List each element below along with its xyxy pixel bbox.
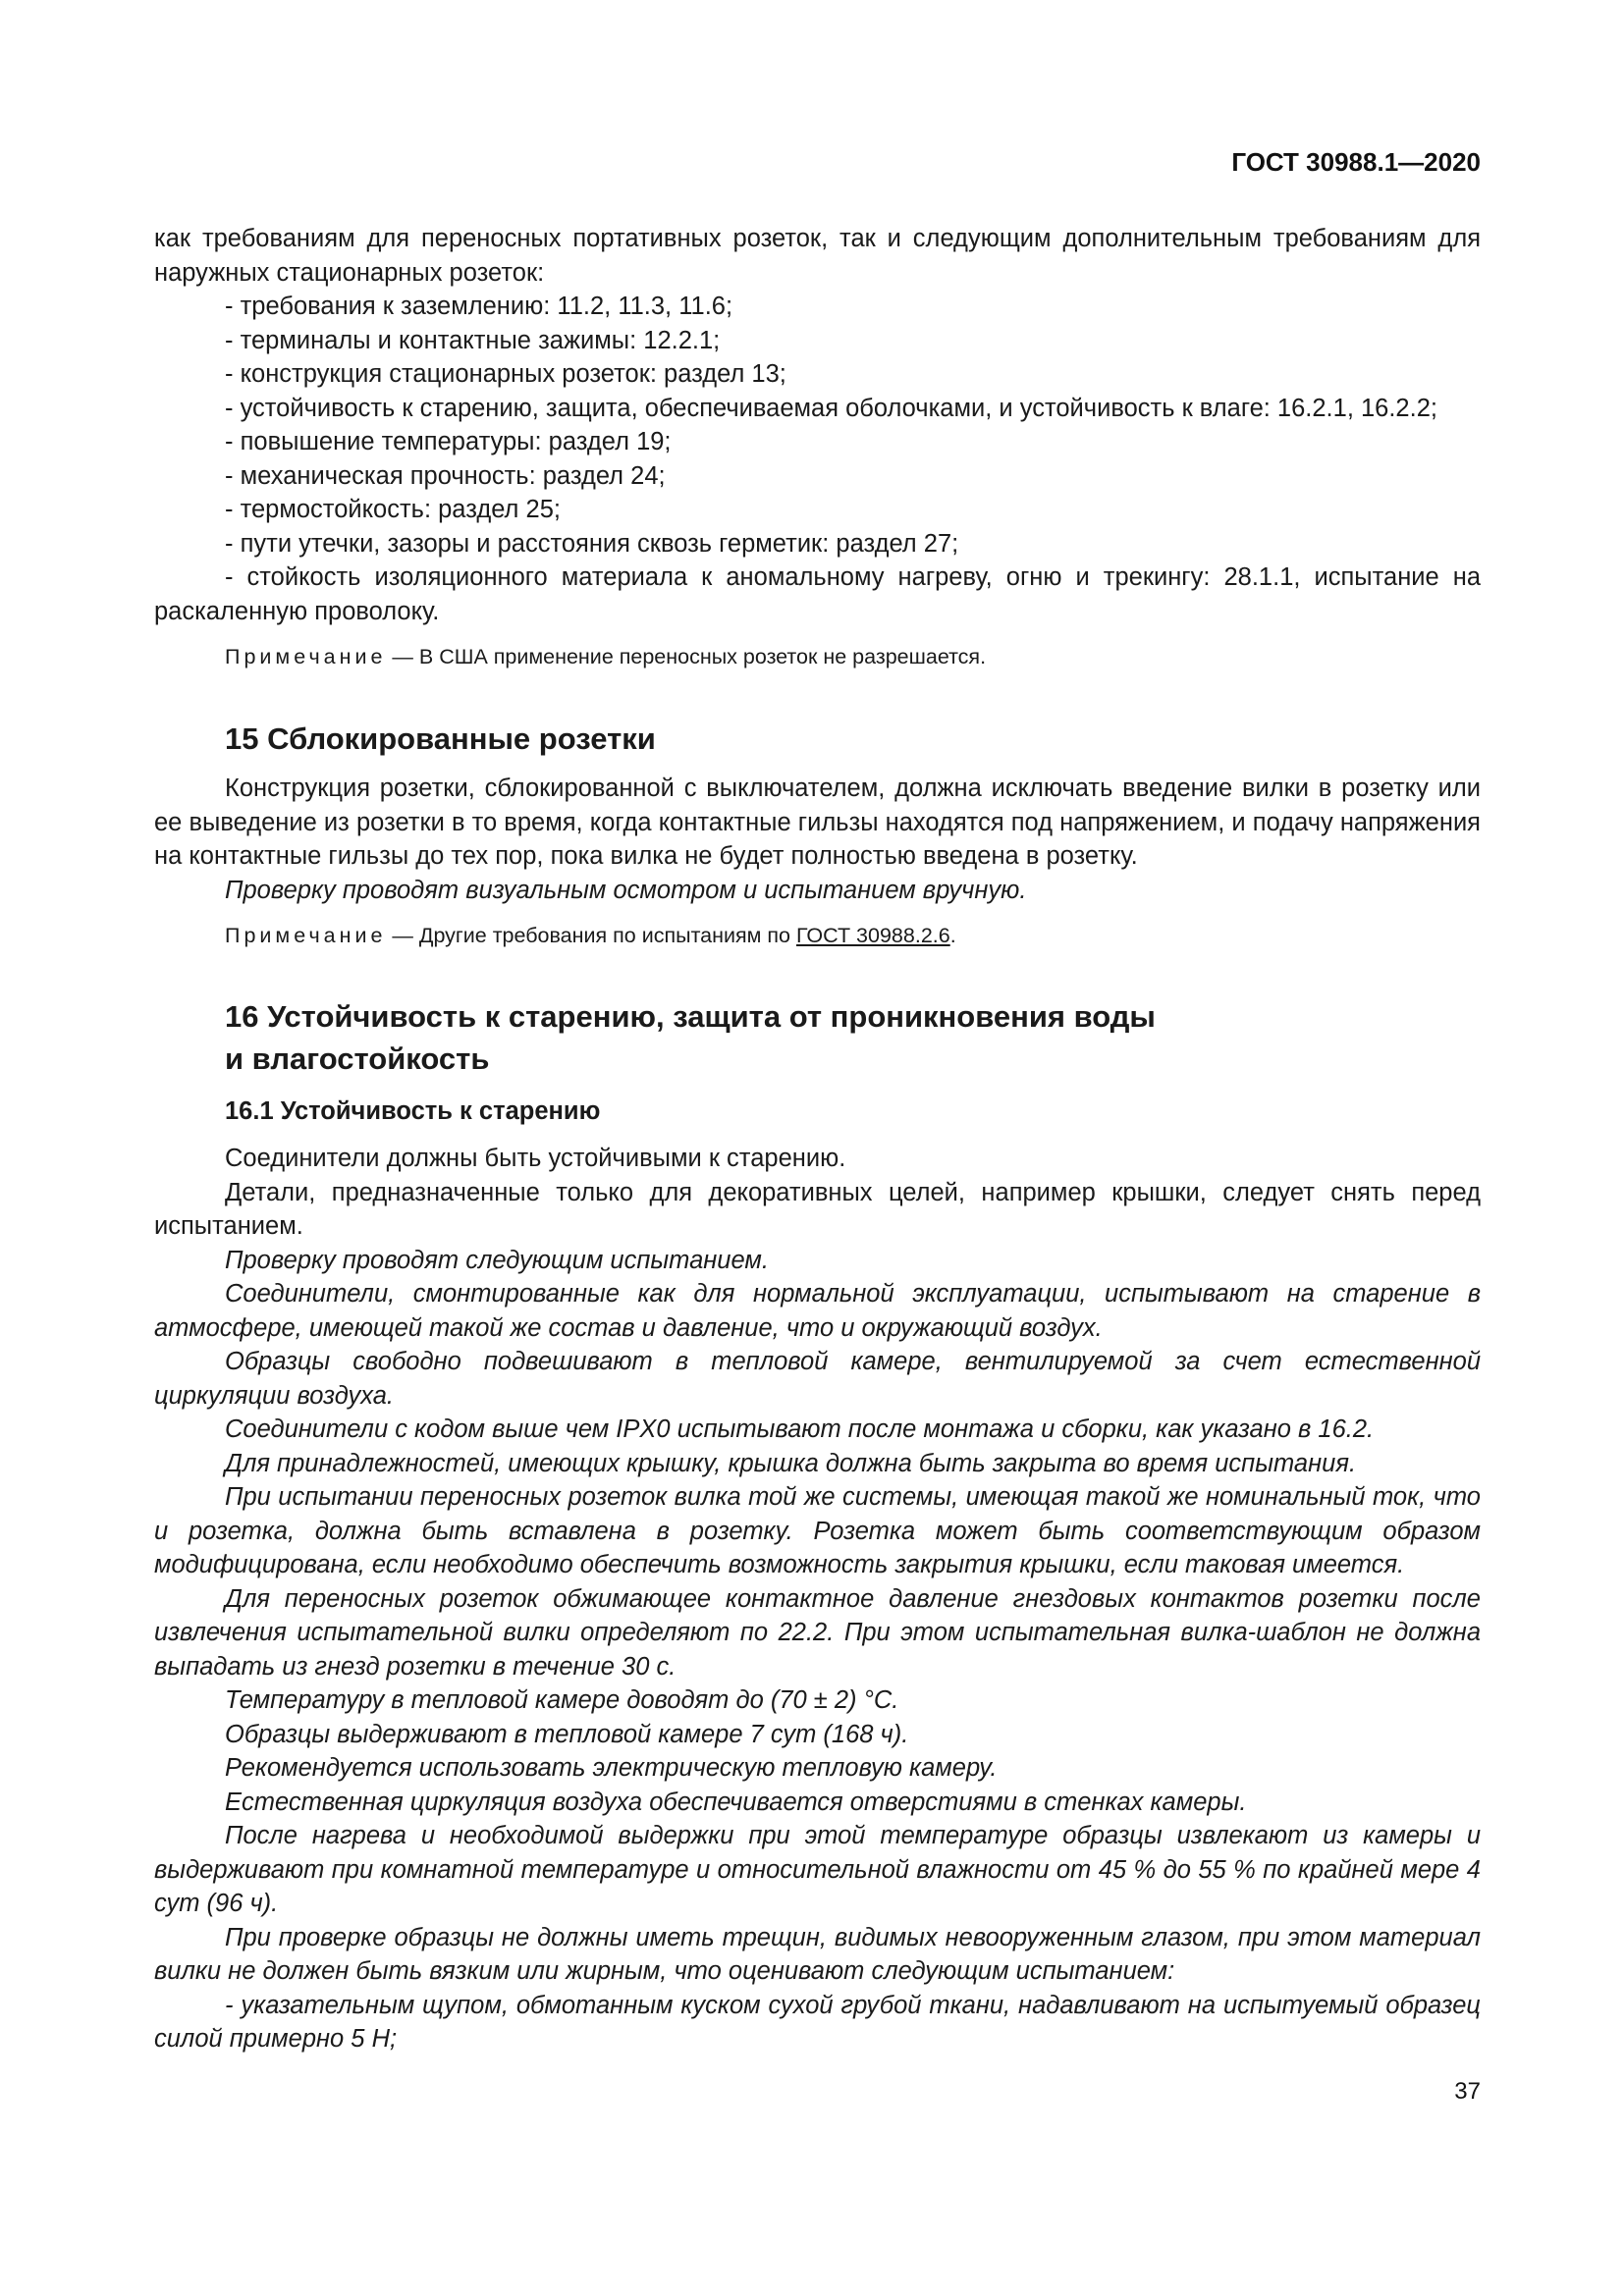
section-16-heading (154, 995, 1481, 1080)
note-label: Примечание (225, 924, 387, 947)
test-procedure-paragraph: Для принадлежностей, имеющих крышку, крышка должна быть закрыта во время испытания. (225, 1449, 1357, 1477)
standard-reference-link[interactable]: ГОСТ 30988.2.6 (795, 924, 950, 947)
test-procedure-paragraph: Для переносных розеток обжимающее контактное давление гнездовых контактов розетки после извлечения испытательной вилки определяют по 22.2. При этом испытательная вилка-шаблон не должна выпадать из гнезд розетки в течение 30 с. (154, 1584, 1481, 1681)
note-end: . (949, 924, 956, 947)
section-15-check-paragraph: Проверку проводят визуальным осмотром и испытанием вручную. (225, 876, 1027, 904)
page-number: 37 (1454, 2078, 1481, 2105)
test-procedure-paragraph: Проверку проводят следующим испытанием. (225, 1246, 769, 1274)
test-procedure-paragraph: При испытании переносных розеток вилка той же системы, имеющая такой же номинальный ток, что и розетка, должна быть вставлена в розетку. Розетка может быть соответствующим образом модифицирована, если необходимо обеспечить возможность закрытия крышки, если таковая имеется. (154, 1483, 1481, 1578)
test-procedure-paragraph: Соединители, смонтированные как для нормальной эксплуатации, испытывают на старение в атмосфере, имеющей такой же состав и давление, что и окружающий воздух. (154, 1280, 1481, 1342)
body-paragraph: Соединители должны быть устойчивыми к старению. (225, 1145, 846, 1172)
note-section-15 (154, 922, 1481, 949)
requirement-list-item: - механическая прочность: раздел 24; (225, 461, 666, 490)
requirement-list-item: - пути утечки, зазоры и расстояния сквозь герметик: раздел 27; (225, 529, 959, 558)
requirement-list-item: - конструкция стационарных розеток: раздел 13; (225, 360, 786, 388)
requirement-list-item: - устойчивость к старению, защита, обеспечиваемая оболочками, и устойчивость к влаге: 16.2.1, 16.2.2; (225, 394, 1437, 422)
requirement-list-item: - повышение температуры: раздел 19; (225, 428, 672, 455)
body-paragraph: Детали, предназначенные только для декоративных целей, например крышки, следует снять перед испытанием. (154, 1178, 1481, 1240)
standard-number-header: ГОСТ 30988.1—2020 (1231, 147, 1481, 177)
note-label: Примечание (225, 645, 387, 668)
test-procedure-paragraph: Температуру в тепловой камере доводят до (70 ± 2) °С. (225, 1686, 899, 1714)
intro-paragraph: как требованиям для переносных портативных розеток, так и следующим дополнительным требованиям для наружных стационарных розеток: (154, 225, 1481, 287)
test-procedure-paragraph: Естественная циркуляция воздуха обеспечивается отверстиями в стенках камеры. (225, 1788, 1247, 1816)
note-text: — В США применение переносных розеток не разрешается. (386, 645, 987, 668)
section-15-paragraph: Конструкция розетки, сблокированной с выключателем, должна исключать введение вилки в розетку или ее выведение из розетки в то время, когда контактные гильзы находятся под напряжением, и подачу напряжения на контактные гильзы до тех пор, пока вилка не будет полностью введена в розетку. (154, 774, 1481, 870)
section-16-heading-line1: 16 Устойчивость к старению, защита от проникновения воды (225, 999, 1156, 1034)
test-procedure-paragraph: Образцы выдерживают в тепловой камере 7 сут (168 ч). (225, 1720, 909, 1748)
test-procedure-list-item: - указательным щупом, обмотанным куском сухой грубой ткани, надавливают на испытуемый образец силой примерно 5 Н; (154, 1991, 1481, 2053)
note-text: — Другие требования по испытаниям по (386, 924, 796, 947)
page-content (154, 222, 1481, 2056)
test-procedure-paragraph: Рекомендуется использовать электрическую тепловую камеру. (225, 1754, 998, 1782)
requirement-list-item: - требования к заземлению: 11.2, 11.3, 11.6; (225, 293, 733, 320)
note-usa (154, 643, 1481, 670)
requirement-list-item: - термостойкость: раздел 25; (225, 496, 561, 523)
test-procedure-paragraph: При проверке образцы не должны иметь трещин, видимых невооруженным глазом, при этом материал вилки не должен быть вязким или жирным, что оценивают следующим испытанием: (154, 1923, 1481, 1985)
test-procedure-paragraph: Соединители с кодом выше чем IPX0 испытывают после монтажа и сборки, как указано в 16.2. (225, 1415, 1375, 1443)
requirement-list-item: - терминалы и контактные зажимы: 12.2.1; (225, 326, 721, 354)
test-procedure-paragraph: После нагрева и необходимой выдержки при этой температуре образцы извлекают из камеры и выдерживают при комнатной температуре и относительной влажности от 45 % до 55 % по крайней мере 4 сут (96 ч). (154, 1822, 1481, 1917)
section-16-heading-line2: и влагостойкость (225, 1041, 490, 1076)
section-15-heading: 15 Сблокированные розетки (225, 721, 656, 756)
test-procedure-paragraph: Образцы свободно подвешивают в тепловой камере, вентилируемой за счет естественной циркуляции воздуха. (154, 1348, 1481, 1410)
subsection-16-1-heading: 16.1 Устойчивость к старению (225, 1097, 601, 1125)
requirement-list-item: - стойкость изоляционного материала к аномальному нагреву, огню и трекингу: 28.1.1, испытание на раскаленную проволоку. (154, 563, 1481, 625)
